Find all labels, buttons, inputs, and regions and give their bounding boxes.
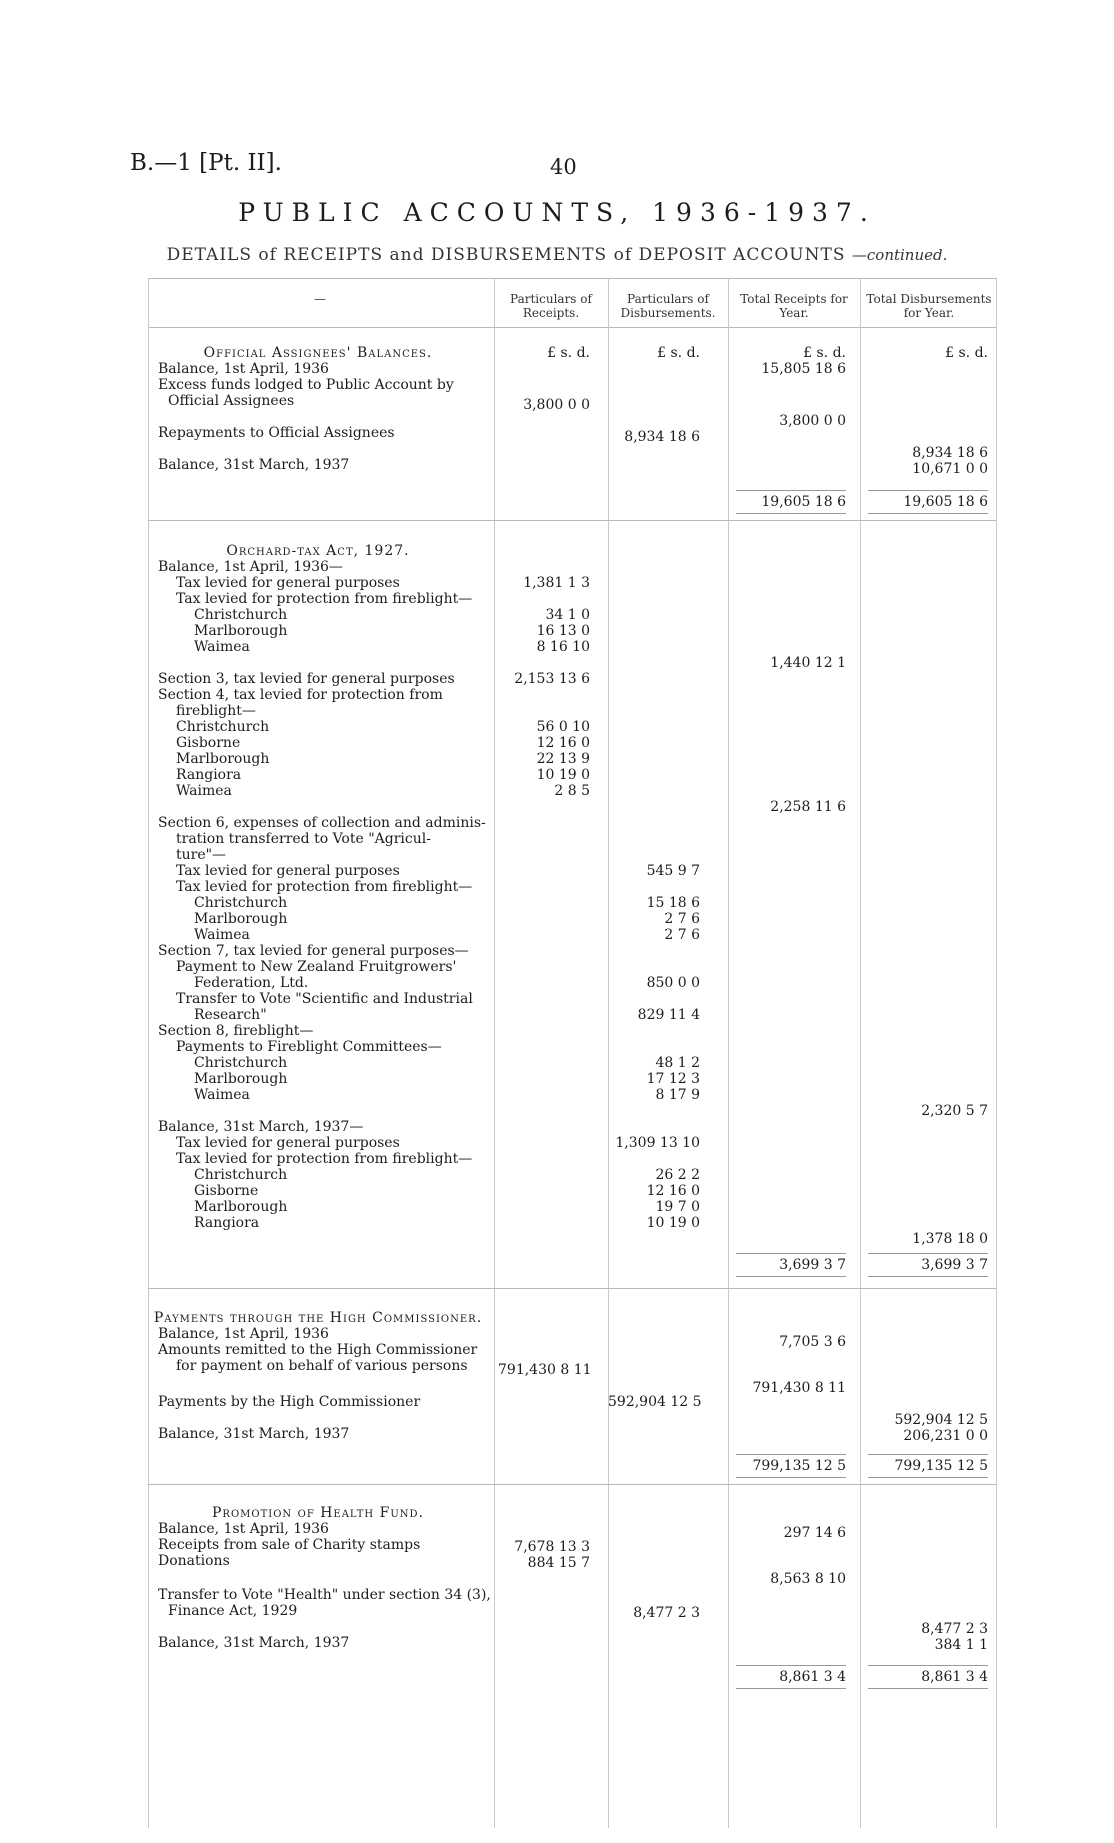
row-label: Balance, 1st April, 1936— (158, 559, 343, 575)
units-label: £ s. d. (547, 345, 590, 361)
total-receipts-value: 8,563 8 10 (770, 1571, 846, 1587)
row-label: tration transferred to Vote "Agricul- (176, 831, 431, 847)
section-total-disbursements: 3,699 3 7 (868, 1253, 988, 1277)
disbursements-value: 2 7 6 (664, 927, 700, 943)
row-label: Balance, 31st March, 1937 (158, 1426, 350, 1442)
row-label: Official Assignees (168, 393, 295, 409)
row-label: Christchurch (176, 719, 270, 735)
row-label: Tax levied for protection from fireblight— (176, 879, 473, 895)
total-receipts-value: 297 14 6 (783, 1525, 846, 1541)
row-label: Gisborne (176, 735, 241, 751)
total-disbursements-value: 206,231 0 0 (903, 1428, 988, 1444)
row-label: Payment to New Zealand Fruitgrowers' (176, 959, 457, 975)
row-label: Waimea (194, 927, 250, 943)
receipts-value: 791,430 8 11 (498, 1362, 592, 1378)
page-number: 40 (550, 155, 577, 179)
row-label: Balance, 31st March, 1937 (158, 1635, 350, 1651)
document-reference: B.—1 [Pt. II]. (130, 150, 282, 176)
section-high-commissioner (148, 1310, 996, 1480)
row-label: Waimea (176, 783, 232, 799)
row-label: Finance Act, 1929 (168, 1603, 298, 1619)
col-header-disbursements: Particulars of Disbursements. (620, 292, 716, 320)
row-label: Waimea (194, 1087, 250, 1103)
row-label: Receipts from sale of Charity stamps (158, 1537, 421, 1553)
receipts-value: 22 13 9 (536, 751, 590, 767)
row-label: Christchurch (194, 1167, 288, 1183)
disbursements-value: 2 7 6 (664, 911, 700, 927)
section-health-fund (148, 1505, 996, 1705)
row-label: Marlborough (194, 1071, 288, 1087)
disbursements-value: 8,477 2 3 (633, 1605, 700, 1621)
total-disbursements-value: 592,904 12 5 (894, 1412, 988, 1428)
receipts-value: 34 1 0 (545, 607, 590, 623)
total-disbursements-value: 10,671 0 0 (912, 461, 988, 477)
receipts-value: 7,678 13 3 (514, 1539, 590, 1555)
disbursements-value: 545 9 7 (646, 863, 700, 879)
row-label: Christchurch (194, 1055, 288, 1071)
disbursements-value: 1,309 13 10 (615, 1135, 700, 1151)
row-label: fireblight— (176, 703, 256, 719)
section-heading: Orchard-tax Act, 1927. (226, 543, 410, 559)
total-receipts-value: 1,440 12 1 (770, 655, 846, 671)
row-label: Rangiora (194, 1215, 260, 1231)
disbursements-value: 48 1 2 (655, 1055, 700, 1071)
section-total-receipts: 19,605 18 6 (736, 490, 846, 514)
page-title: PUBLIC ACCOUNTS, 1936-1937. (238, 198, 876, 227)
section-total-disbursements: 8,861 3 4 (868, 1665, 988, 1689)
disbursements-value: 592,904 12 5 (608, 1394, 702, 1410)
disbursements-value: 17 12 3 (646, 1071, 700, 1087)
section-total-disbursements: 799,135 12 5 (868, 1454, 988, 1478)
units-label: £ s. d. (657, 345, 700, 361)
receipts-value: 8 16 10 (536, 639, 590, 655)
total-disbursements-value: 1,378 18 0 (912, 1231, 988, 1247)
row-label: Amounts remitted to the High Commissioner (158, 1342, 478, 1358)
row-label: Repayments to Official Assignees (158, 425, 395, 441)
row-label: Tax levied for protection from fireblight— (176, 591, 473, 607)
receipts-value: 16 13 0 (536, 623, 590, 639)
receipts-value: 2,153 13 6 (514, 671, 590, 687)
disbursements-value: 8,934 18 6 (624, 429, 700, 445)
row-label: Section 8, fireblight— (158, 1023, 314, 1039)
row-label: Section 7, tax levied for general purposes— (158, 943, 469, 959)
row-label: Research" (194, 1007, 267, 1023)
section-total-receipts: 8,861 3 4 (736, 1665, 846, 1689)
page-subtitle (0, 245, 1114, 265)
row-label: Payments by the High Commissioner (158, 1394, 421, 1410)
row-label: Gisborne (194, 1183, 259, 1199)
section-heading: Promotion of Health Fund. (212, 1505, 424, 1521)
row-label: Excess funds lodged to Public Account by (158, 377, 454, 393)
row-label: Tax levied for protection from fireblight— (176, 1151, 473, 1167)
row-label: Marlborough (194, 1199, 288, 1215)
receipts-value: 1,381 1 3 (523, 575, 590, 591)
row-label: Federation, Ltd. (194, 975, 309, 991)
section-heading: Payments through the High Commissioner. (153, 1310, 483, 1326)
units-label: £ s. d. (803, 345, 846, 361)
disbursements-value: 850 0 0 (646, 975, 700, 991)
section-total-receipts: 799,135 12 5 (736, 1454, 846, 1478)
col-header-total-disbursements: Total Disbursements for Year. (866, 292, 992, 320)
disbursements-value: 10 19 0 (646, 1215, 700, 1231)
row-label: Tax levied for general purposes (176, 863, 400, 879)
total-disbursements-value: 8,934 18 6 (912, 445, 988, 461)
row-label: Waimea (194, 639, 250, 655)
receipts-value: 56 0 10 (536, 719, 590, 735)
row-label: Balance, 31st March, 1937 (158, 457, 350, 473)
row-label: Tax levied for general purposes (176, 1135, 400, 1151)
disbursements-value: 12 16 0 (646, 1183, 700, 1199)
row-label: Section 3, tax levied for general purposes (158, 671, 455, 687)
row-label: Marlborough (194, 911, 288, 927)
units-label: £ s. d. (945, 345, 988, 361)
row-label: Tax levied for general purposes (176, 575, 400, 591)
row-label: Marlborough (176, 751, 270, 767)
row-label: Donations (158, 1553, 230, 1569)
section-heading: Official Assignees' Balances. (203, 345, 433, 361)
disbursements-value: 26 2 2 (655, 1167, 700, 1183)
subtitle-text: DETAILS of RECEIPTS and DISBURSEMENTS of DEPOSIT ACCOUNTS (166, 245, 846, 265)
row-label: Marlborough (194, 623, 288, 639)
subtitle-continued: —continued. (851, 246, 948, 264)
total-disbursements-value: 8,477 2 3 (921, 1621, 988, 1637)
total-receipts-value: 7,705 3 6 (779, 1334, 846, 1350)
row-label: ture"— (176, 847, 227, 863)
receipts-value: 3,800 0 0 (523, 397, 590, 413)
section-orchard-tax (148, 543, 996, 1283)
total-receipts-value: 2,258 11 6 (770, 799, 846, 815)
receipts-value: 884 15 7 (527, 1555, 590, 1571)
row-label: for payment on behalf of various persons (176, 1358, 468, 1374)
row-label: Transfer to Vote "Scientific and Industrial (176, 991, 473, 1007)
total-receipts-value: 15,805 18 6 (761, 361, 846, 377)
disbursements-value: 8 17 9 (655, 1087, 700, 1103)
row-label: Section 6, expenses of collection and adminis- (158, 815, 486, 831)
total-disbursements-value: 2,320 5 7 (921, 1103, 988, 1119)
row-label: Section 4, tax levied for protection from (158, 687, 443, 703)
receipts-value: 10 19 0 (536, 767, 590, 783)
col-header-total-receipts: Total Receipts for Year. (740, 292, 848, 320)
row-label: Payments to Fireblight Committees— (176, 1039, 442, 1055)
receipts-value: 2 8 5 (554, 783, 590, 799)
total-receipts-value: 791,430 8 11 (752, 1380, 846, 1396)
receipts-value: 12 16 0 (536, 735, 590, 751)
row-label: Transfer to Vote "Health" under section 34 (3), (158, 1587, 491, 1603)
disbursements-value: 15 18 6 (646, 895, 700, 911)
total-receipts-value: 3,800 0 0 (779, 413, 846, 429)
row-label: Christchurch (194, 607, 288, 623)
row-label: Balance, 31st March, 1937— (158, 1119, 364, 1135)
row-label: Balance, 1st April, 1936 (158, 1326, 329, 1342)
disbursements-value: 19 7 0 (655, 1199, 700, 1215)
section-total-receipts: 3,699 3 7 (736, 1253, 846, 1277)
row-label: Rangiora (176, 767, 242, 783)
section-total-disbursements: 19,605 18 6 (868, 490, 988, 514)
row-label: Balance, 1st April, 1936 (158, 361, 329, 377)
row-label: Balance, 1st April, 1936 (158, 1521, 329, 1537)
col-header-receipts: Particulars of Receipts. (510, 292, 592, 320)
section-official-assignees (148, 345, 996, 515)
row-label: Christchurch (194, 895, 288, 911)
disbursements-value: 829 11 4 (637, 1007, 700, 1023)
col-header-label: — (314, 292, 326, 306)
total-disbursements-value: 384 1 1 (934, 1637, 988, 1653)
